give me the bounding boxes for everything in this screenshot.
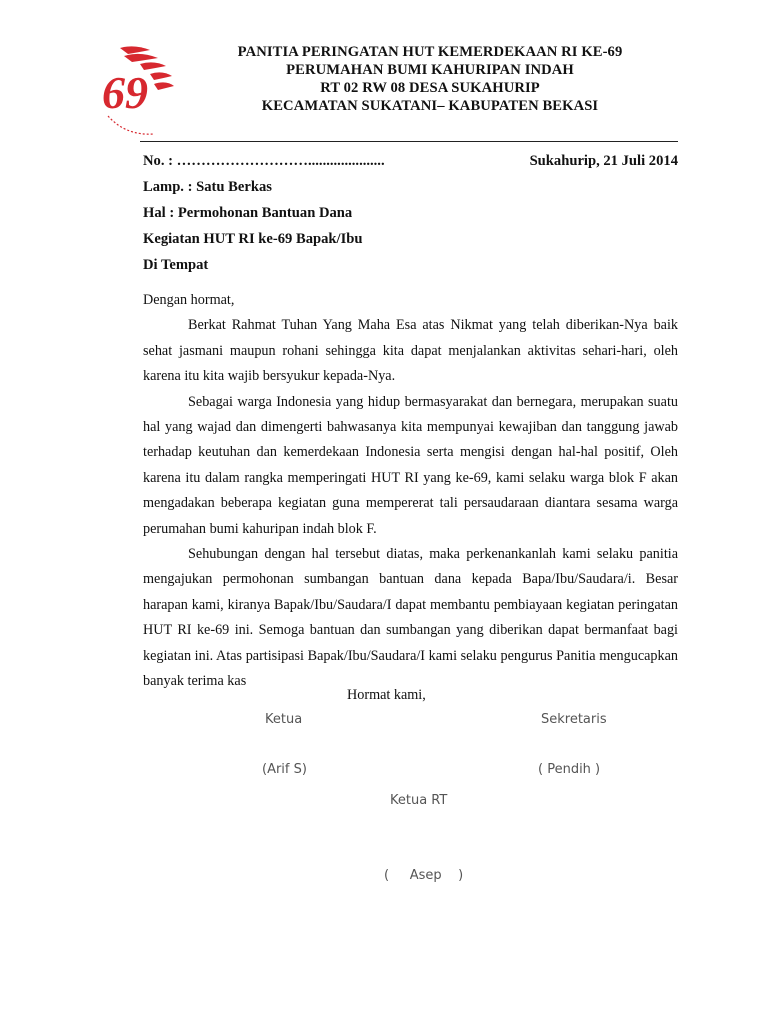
place-date: Sukahurip, 21 Juli 2014 (529, 153, 678, 169)
hut-ri-69-logo (100, 42, 178, 146)
chair-title: Ketua (265, 712, 303, 727)
meta-number-row (143, 153, 678, 170)
secretary-name: ( Pendih ) (538, 762, 601, 777)
recipient-line: Kegiatan HUT RI ke-69 Bapak/Ibu (143, 231, 363, 247)
secretary-title: Sekretaris (541, 712, 607, 727)
letterhead-line-3: RT 02 RW 08 DESA SUKAHURIP (320, 80, 540, 96)
rt-title: Ketua RT (390, 793, 448, 808)
paragraph-1: Berkat Rahmat Tuhan Yang Maha Esa atas Nikmat yang telah diberikan-Nya baik sehat jasmani maupun rohani sehingga kita dapat menjalankan aktivitas sehari-hari, oleh karena itu kita wajib bersyukur kepada-Nya. (143, 317, 678, 385)
logo-number: 69 (102, 67, 148, 118)
letterhead (190, 43, 670, 115)
letterhead-line-2: PERUMAHAN BUMI KAHURIPAN INDAH (286, 62, 574, 78)
closing: Hormat kami, (347, 687, 426, 703)
letterhead-line-1: PANITIA PERINGATAN HUT KEMERDEKAAN RI KE-69 (237, 44, 623, 60)
paragraph-2: Sebagai warga Indonesia yang hidup bermasyarakat dan bernegara, merupakan suatu hal yang wajad dan dimengerti bahwasanya kita mempunyai kewajiban dan tanggung jawab terhadap keutuhan dan kemerdekaan Indonesia serta mengisi dengan hal-hal positif, Oleh karena itu dalam rangka memperingati HUT RI yang ke-69, kami selaku warga blok F akan mengadakan beberapa kegiatan guna mempererat tali persaudaraan diantara sesama warga perumahan bumi kahuripan indah blok F. (143, 393, 678, 537)
paragraph-3: Sehubungan dengan hal tersebut diatas, maka perkenankanlah kami selaku panitia mengajukan permohonan sumbangan bantuan dana kepada Bapa/Ibu/Saudara/i. Besar harapan kami, kiranya Bapak/Ibu/Saudara/I dapat membantu pembiayaan kegiatan peringatan HUT RI ke-69 ini. Semoga bantuan dan sumbangan yang diberikan dapat bermanfaat bagi kegiatan ini. Atas partisipasi Bapak/Ibu/Saudara/I kami selaku pengurus Panitia mengucapkan banyak terima kas (143, 546, 678, 690)
letterhead-divider (140, 141, 678, 142)
greeting: Dengan hormat, (143, 292, 235, 308)
subject-line: Hal : Permohonan Bantuan Dana (143, 205, 353, 221)
attachment-line: Lamp. : Satu Berkas (143, 179, 272, 195)
location-line: Di Tempat (143, 257, 209, 273)
chair-name: (Arif S) (262, 762, 307, 777)
letterhead-line-4: KECAMATAN SUKATANI– KABUPATEN BEKASI (261, 98, 599, 114)
letter-body (143, 288, 678, 695)
rt-name: ( Asep ) (384, 868, 464, 883)
letter-number: No. : ………………………..................... (143, 153, 385, 169)
